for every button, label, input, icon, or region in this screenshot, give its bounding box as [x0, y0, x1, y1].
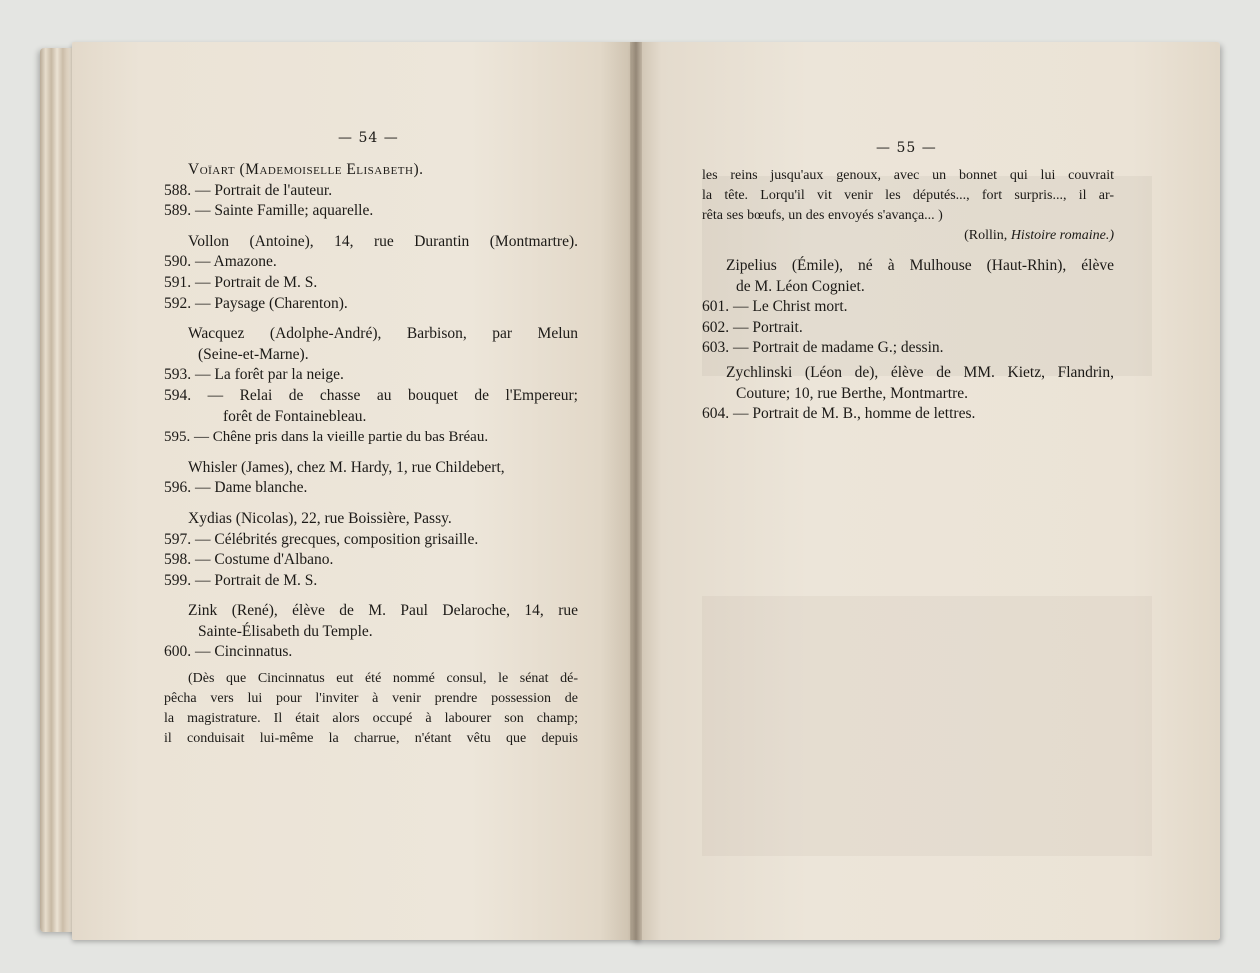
artist-zychlinski: Zychlinski (Léon de), élève de MM. Kietz, Flandrin, [726, 363, 1114, 381]
citation-author: (Rollin, [964, 228, 1008, 243]
entry-599: 599. — Portrait de M. S. [164, 571, 318, 589]
entry-604: 604. — Portrait de M. B., homme de lettres. [702, 405, 976, 423]
artist-zink: Zink (René), élève de M. Paul Delaroche, 14, rue [188, 602, 578, 620]
artist-wacquez: Wacquez (Adolphe-André), Barbison, par Melun [188, 325, 578, 343]
entry-603: 603. — Portrait de madame G.; dessin. [702, 339, 944, 357]
right-page [632, 42, 1220, 940]
entry-597: 597. — Célébrités grecques, composition grisaille. [164, 530, 479, 548]
artist-zychlinski-cont: Couture; 10, rue Berthe, Montmartre. [736, 384, 969, 402]
page-number-55: — 55 — [876, 140, 937, 156]
artist-zipelius-cont: de M. Léon Cogniet. [736, 277, 865, 295]
quote-cont-line-2: la tête. Lorqu'il vit venir les députés..., fort surpris..., il ar- [702, 188, 1114, 203]
entry-600: 600. — Cincinnatus. [164, 643, 293, 661]
book-gutter [630, 42, 642, 940]
entry-598: 598. — Costume d'Albano. [164, 551, 334, 569]
entry-595: 595. — Chêne pris dans la vieille partie du bas Bréau. [164, 429, 489, 446]
left-page [72, 42, 640, 940]
artist-xydias: Xydias (Nicolas), 22, rue Boissière, Passy. [188, 509, 452, 527]
quote-line-4: il conduisait lui-même la charrue, n'étant vêtu que depuis [164, 731, 578, 747]
quote-cont-line-3: rêta ses bœufs, un des envoyés s'avança... ) [702, 208, 943, 223]
artist-wacquez-cont: (Seine-et-Marne). [198, 345, 309, 363]
entry-594-cont: forêt de Fontainebleau. [223, 407, 367, 425]
quote-line-2: pêcha vers lui pour l'inviter à venir prendre possession de [164, 691, 578, 707]
entry-590: 590. — Amazone. [164, 253, 277, 271]
quote-cont-line-1: les reins jusqu'aux genoux, avec un bonnet qui lui couvrait [702, 168, 1114, 183]
artist-zink-cont: Sainte-Élisabeth du Temple. [198, 622, 373, 640]
left-page-text [164, 160, 578, 749]
entry-589: 589. — Sainte Famille; aquarelle. [164, 202, 374, 220]
quote-citation [702, 226, 1114, 246]
quote-line-1: (Dès que Cincinnatus eut été nommé consul, le sénat dé- [188, 671, 578, 687]
page-number-54: — 54 — [338, 130, 399, 146]
artist-whisler: Whisler (James), chez M. Hardy, 1, rue Childebert, [188, 458, 505, 476]
quote-line-3: la magistrature. Il était alors occupé à labourer son champ; [164, 711, 578, 727]
entry-591: 591. — Portrait de M. S. [164, 273, 318, 291]
citation-title: Histoire romaine.) [1010, 228, 1114, 243]
entry-592: 592. — Paysage (Charenton). [164, 294, 348, 312]
entry-588: 588. — Portrait de l'auteur. [164, 181, 333, 199]
entry-601: 601. — Le Christ mort. [702, 298, 848, 316]
artist-zipelius: Zipelius (Émile), né à Mulhouse (Haut-Rhin), élève [726, 257, 1114, 274]
entry-594: 594. — Relai de chasse au bouquet de l'Empereur; [164, 386, 578, 404]
artist-voiart: Voïart (Mademoiselle Elisabeth). [188, 161, 424, 178]
artist-vollon: Vollon (Antoine), 14, rue Durantin (Montmartre). [188, 232, 578, 250]
entry-602: 602. — Portrait. [702, 318, 803, 336]
entry-593: 593. — La forêt par la neige. [164, 366, 344, 384]
right-page-text [702, 166, 1114, 425]
entry-596: 596. — Dame blanche. [164, 479, 308, 497]
